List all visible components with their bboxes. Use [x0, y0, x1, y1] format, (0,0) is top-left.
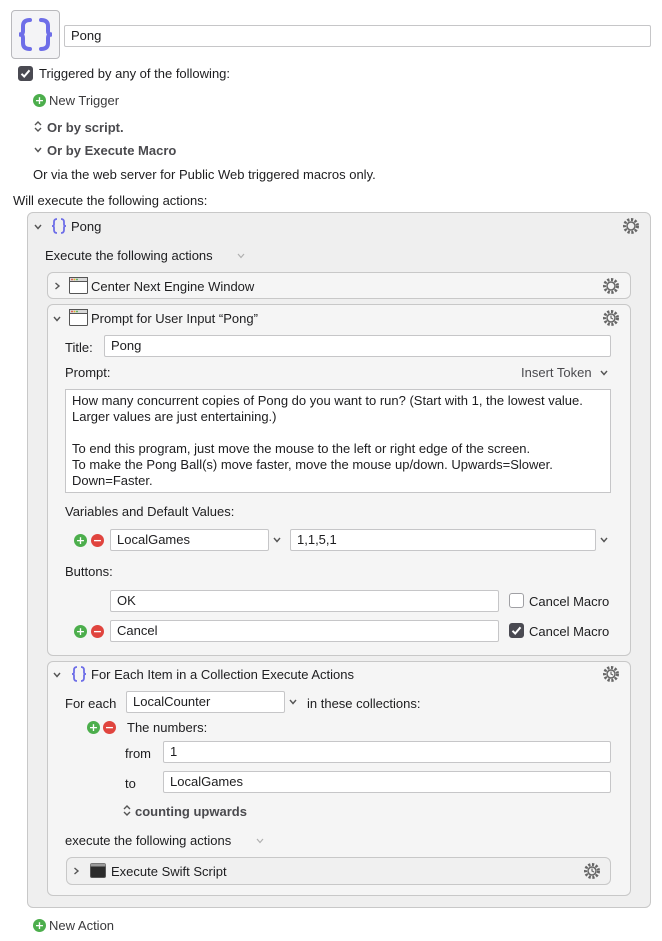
- remove-button-icon[interactable]: −: [92, 625, 103, 638]
- prompt-line: Larger values are just entertaining.): [72, 409, 277, 424]
- to-field[interactable]: LocalGames: [163, 771, 611, 793]
- collapse-chevron-icon[interactable]: [33, 222, 43, 232]
- new-action-button[interactable]: New Action: [49, 918, 115, 933]
- gear-icon[interactable]: [621, 216, 641, 236]
- chevron-right-icon[interactable]: [52, 281, 62, 291]
- gear-icon[interactable]: [601, 276, 621, 296]
- add-button-icon[interactable]: +: [75, 625, 86, 638]
- braces-icon: [50, 217, 68, 235]
- checkmark-icon: [510, 624, 523, 637]
- gear-clock-icon[interactable]: [582, 861, 602, 881]
- triggered-label: Triggered by any of the following:: [39, 66, 231, 81]
- add-trigger-icon[interactable]: +: [34, 94, 45, 107]
- chevron-down-icon[interactable]: [286, 692, 300, 712]
- foreach-variable-combo[interactable]: [126, 691, 285, 713]
- gear-clock-icon[interactable]: [601, 308, 621, 328]
- braces-icon: [70, 665, 88, 683]
- for-each-label: For each: [65, 696, 117, 711]
- title-field[interactable]: Pong: [104, 335, 611, 357]
- prompt-line: Down=Faster.: [72, 473, 153, 488]
- chevron-down-icon[interactable]: [255, 836, 265, 846]
- button2-field[interactable]: Cancel: [110, 620, 499, 642]
- collapse-chevron-icon[interactable]: [52, 670, 62, 680]
- terminal-icon: [90, 863, 106, 878]
- foreach-execute-label: execute the following actions: [65, 833, 232, 848]
- or-by-script-link[interactable]: Or by script.: [47, 120, 124, 135]
- add-variable-icon[interactable]: +: [75, 534, 86, 547]
- macro-name-field[interactable]: Pong: [64, 25, 651, 47]
- prompt-action-title: Prompt for User Input “Pong”: [91, 311, 258, 326]
- braces-icon: [12, 11, 59, 58]
- counting-direction-link[interactable]: counting upwards: [135, 804, 247, 819]
- variable-name-combo[interactable]: [110, 529, 269, 551]
- add-action-icon[interactable]: +: [34, 919, 45, 932]
- button2-cancel-checkbox[interactable]: [509, 623, 524, 638]
- add-collection-icon[interactable]: +: [88, 721, 99, 734]
- prompt-textarea[interactable]: [65, 389, 611, 493]
- updown-chevron-icon[interactable]: [33, 120, 43, 133]
- variable-default-combo[interactable]: [290, 529, 596, 551]
- button2-cancel-label: Cancel Macro: [529, 624, 610, 639]
- macro-icon[interactable]: [11, 10, 60, 59]
- prompt-line: How many concurrent copies of Pong do you want to run? (Start with 1, the lowest value.: [72, 393, 583, 408]
- window-icon: [69, 309, 88, 326]
- chevron-down-icon[interactable]: [270, 530, 284, 550]
- from-label: from: [125, 746, 151, 761]
- center-window-title: Center Next Engine Window: [91, 279, 255, 294]
- remove-collection-icon[interactable]: −: [104, 721, 115, 734]
- variable-name-value: LocalGames: [117, 532, 190, 547]
- window-icon: [69, 277, 88, 294]
- button1-cancel-checkbox[interactable]: [509, 593, 524, 608]
- button1-field[interactable]: OK: [110, 590, 499, 612]
- chevron-down-icon[interactable]: [236, 251, 246, 261]
- buttons-label: Buttons:: [65, 564, 113, 579]
- foreach-title: For Each Item in a Collection Execute Actions: [91, 667, 355, 682]
- group-execute-label: Execute the following actions: [45, 248, 213, 263]
- triggered-checkbox[interactable]: [18, 66, 33, 81]
- insert-token-button[interactable]: Insert Token: [521, 365, 592, 380]
- button1-cancel-label: Cancel Macro: [529, 594, 610, 609]
- collapse-chevron-icon[interactable]: [52, 314, 62, 324]
- remove-variable-icon[interactable]: −: [92, 534, 103, 547]
- will-execute-label: Will execute the following actions:: [13, 193, 208, 208]
- updown-chevron-icon[interactable]: [122, 804, 132, 817]
- title-label: Title:: [65, 340, 93, 355]
- chevron-down-icon[interactable]: [33, 145, 43, 155]
- new-trigger-button[interactable]: New Trigger: [49, 93, 120, 108]
- group-title: Pong: [71, 219, 102, 234]
- swift-script-title: Execute Swift Script: [111, 864, 227, 879]
- chevron-down-icon[interactable]: [597, 530, 611, 550]
- prompt-label: Prompt:: [65, 365, 111, 380]
- to-label: to: [125, 776, 136, 791]
- numbers-label: The numbers:: [127, 720, 208, 735]
- chevron-right-icon[interactable]: [71, 866, 81, 876]
- prompt-line: To end this program, just move the mouse to the left or right edge of the screen.: [72, 441, 531, 456]
- from-field[interactable]: 1: [163, 741, 611, 763]
- gear-clock-icon[interactable]: [601, 664, 621, 684]
- variables-label: Variables and Default Values:: [65, 504, 235, 519]
- web-server-note: Or via the web server for Public Web triggered macros only.: [33, 167, 376, 182]
- foreach-variable-value: LocalCounter: [133, 694, 211, 709]
- prompt-line: To make the Pong Ball(s) move faster, move the mouse up/down. Upwards=Slower.: [72, 457, 553, 472]
- variable-default-value: 1,1,5,1: [297, 532, 337, 547]
- checkmark-icon: [19, 67, 32, 80]
- in-collections-label: in these collections:: [307, 696, 421, 711]
- or-by-execute-macro-link[interactable]: Or by Execute Macro: [47, 143, 177, 158]
- chevron-down-icon[interactable]: [599, 368, 609, 378]
